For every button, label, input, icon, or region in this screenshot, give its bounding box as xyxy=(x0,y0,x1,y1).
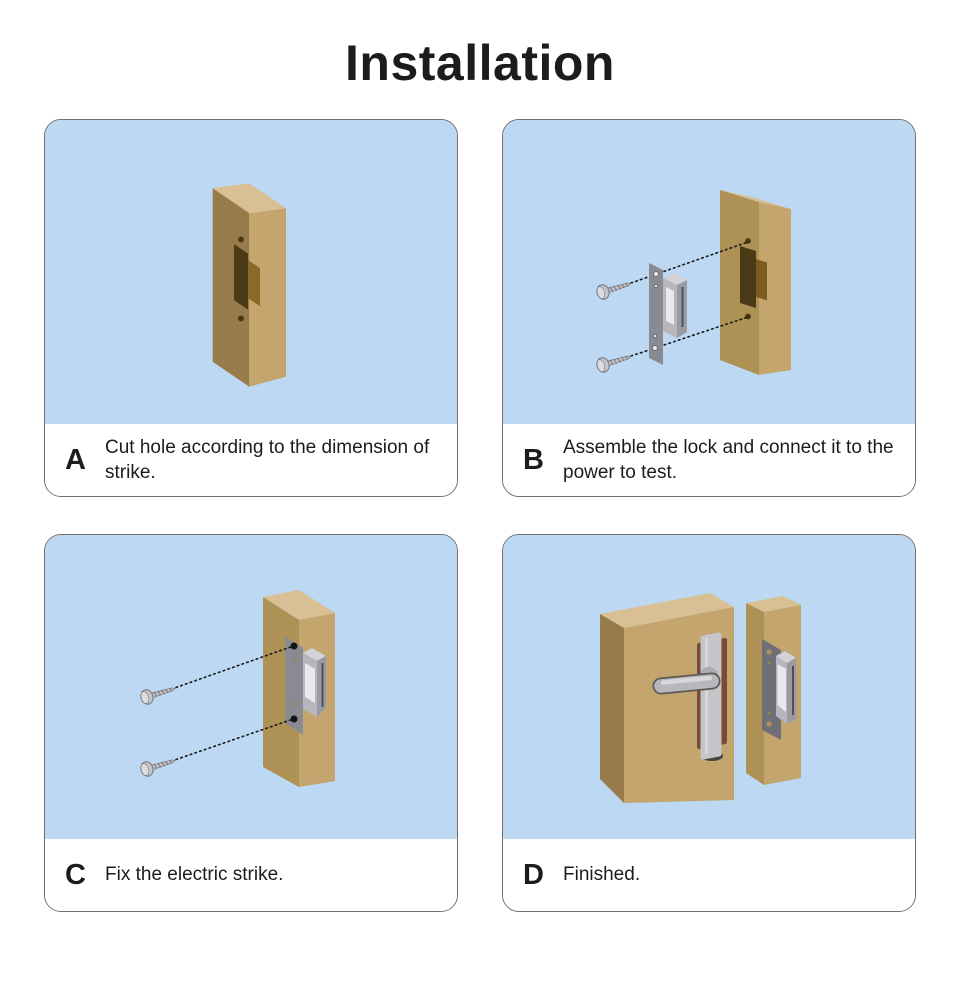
strike-screw-top xyxy=(766,649,771,654)
strike-screw-bottom xyxy=(766,721,771,726)
panel-b xyxy=(502,119,916,497)
screw-hole-top xyxy=(238,237,244,243)
plate-screw-hole-bottom xyxy=(653,346,658,351)
panel-a xyxy=(44,119,458,497)
screw-icon-top xyxy=(139,681,177,705)
panel-a-figure xyxy=(45,120,457,424)
door-jamb-with-strike-cutout-illustration xyxy=(45,120,457,424)
step-text-c: Fix the electric strike. xyxy=(105,864,284,886)
plate-screw-hole-top xyxy=(654,272,659,277)
step-text-a: Cut hole according to the dimension of strike. xyxy=(105,436,430,483)
panel-c-caption xyxy=(45,839,457,911)
screw-icon-bottom xyxy=(139,753,177,777)
screw-hole-bottom xyxy=(745,314,751,320)
screw-hole-bottom xyxy=(238,316,244,322)
step-letter-c: C xyxy=(65,858,86,891)
plate-hole-small-top xyxy=(654,284,657,287)
step-text-d: Finished. xyxy=(563,864,641,886)
screw-icon-bottom xyxy=(595,349,633,373)
panel-d xyxy=(502,534,916,912)
panels-grid xyxy=(0,119,960,912)
electric-strike xyxy=(649,263,687,365)
step-letter-b: B xyxy=(523,443,544,476)
screw-icon-top xyxy=(595,276,633,300)
panel-a-caption xyxy=(45,424,457,496)
plate-hole-small-bottom xyxy=(653,334,656,337)
installation-guide-page xyxy=(0,36,960,912)
panel-d-figure xyxy=(503,535,915,839)
plate-hole-small-top xyxy=(292,659,295,662)
panel-d-caption xyxy=(503,839,915,911)
step-letter-d: D xyxy=(523,858,544,891)
panel-c-figure xyxy=(45,535,457,839)
strike-hole-small-bottom xyxy=(767,711,770,714)
step-letter-a: A xyxy=(65,443,86,476)
screws-strike-plate-alignment-illustration xyxy=(503,120,915,424)
panel-b-figure xyxy=(503,120,915,424)
finished-installation-illustration xyxy=(503,535,915,839)
step-text-b: Assemble the lock and connect it to the power to test. xyxy=(563,436,894,483)
page-title: Installation xyxy=(345,35,615,91)
strike-hole-small-top xyxy=(767,661,770,664)
fix-electric-strike-illustration xyxy=(45,535,457,839)
panel-b-caption xyxy=(503,424,915,496)
plate-screw-hole-bottom xyxy=(291,716,298,723)
plate-screw-hole-top xyxy=(291,643,298,650)
plate-hole-small-bottom xyxy=(292,702,295,705)
panel-c xyxy=(44,534,458,912)
